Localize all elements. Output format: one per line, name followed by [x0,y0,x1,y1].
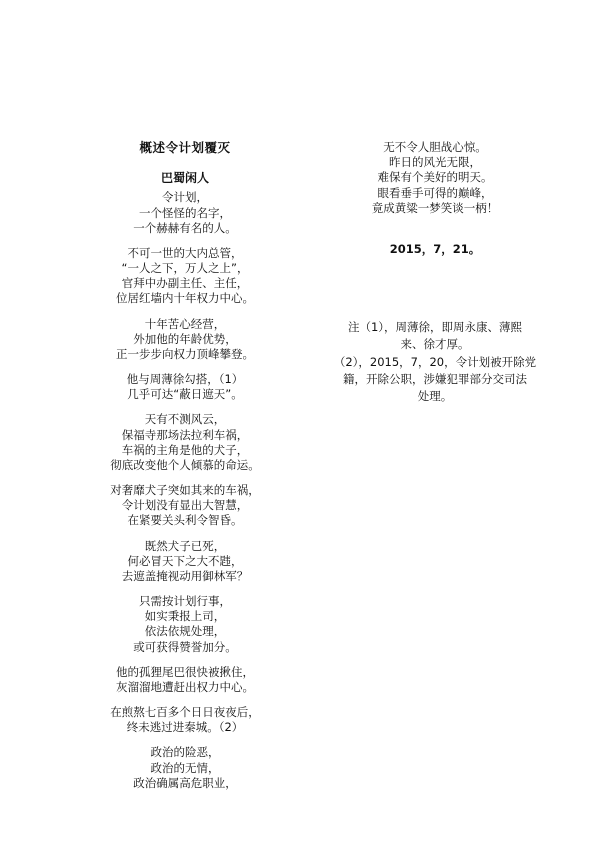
footnote-line: 处理。 [417,388,453,403]
poem-line: 政治的险恶， [150,745,220,760]
poem-line: 令计划， [162,190,208,205]
poem-line: 在煎熬七百多个日日夜夜后， [110,705,260,720]
poem-stanza [60,705,310,735]
poem-stanza [60,412,310,473]
footnote-line: 籍，开除公职，涉嫌犯罪部分交司法 [343,372,527,387]
poem-line: 彻底改变他个人倾慕的命运。 [110,457,260,472]
poem-stanza [60,745,310,791]
poem-line: 只需按计划行事， [139,594,231,609]
poem-line: 正一步步向权力顶峰攀登。 [116,346,254,361]
poem-date: 2015，7，21。 [389,241,481,256]
poem-line: 对奢靡犬子突如其来的车祸， [110,483,260,498]
poem-line: 外加他的年龄优势， [133,331,237,346]
poem-line: 眼看垂手可得的巅峰， [377,185,493,200]
right-poem-body [310,140,560,216]
poem-stanza [60,665,310,695]
poem-line: 政治的无情， [150,760,220,775]
footnotes [310,319,560,404]
poem-line: 十年苦心经营， [144,316,226,331]
poem-line: 他与周薄徐勾搭，（1） [126,372,244,387]
footnote-line: （2），2015，7，20，令计划被开除党 [333,355,537,370]
poem-line: 不可一世的大内总管， [127,245,243,260]
poem-line: 何必冒天下之大不韪， [127,553,243,568]
poem-stanza [60,317,310,363]
poem-line: 一个赫赫有名的人。 [133,220,237,235]
poem-line: 无不令人胆战心惊。 [383,140,487,154]
poem-line: 天有不测风云， [144,412,226,427]
author-name: 巴蜀闲人 [160,170,209,185]
footnote-line: 来、徐才厚。 [400,336,470,351]
poem-line: 昨日的风光无限， [389,155,481,170]
poem-stanza [60,483,310,529]
poem-line: 去遮盖掩视动用御林军？ [121,568,249,583]
poem-line: 一个怪怪的名字， [139,205,231,220]
poem-line: 或可获得赞誉加分。 [133,639,237,654]
poem-line: 难保有个美好的明天。 [377,170,493,185]
poem-line: 在紧要关头利令智昏。 [127,513,243,528]
poem-line: 终未逃过进秦城。（2） [126,720,244,735]
left-column [60,140,310,801]
poem-line: 政治确属高危职业， [133,775,237,790]
poem-line: 令计划没有显出大智慧， [121,498,249,513]
poem-stanza [60,539,310,585]
footnote-line: 注（1），周薄徐，即周永康、薄熙 [347,320,523,335]
poem-line: 官拜中办副主任、主任， [121,276,249,291]
poem-line: 位居红墙内十年权力中心。 [116,291,254,306]
poem-line: 几乎可达“蔽日遮天”。 [127,387,243,402]
page-title: 概述令计划覆灭 [139,140,231,155]
poem-line: 灰溜溜地遭赶出权力中心。 [116,679,254,694]
poem-stanza [60,190,310,236]
left-poem-body [60,190,310,791]
poem-line: “一人之下，万人之上”， [121,261,249,276]
poem-line: 依法依规处理， [144,624,226,639]
poem-line: 竟成黄粱一梦笑谈一柄！ [371,200,499,215]
poem-stanza [310,140,560,216]
poem-line: 车祸的主角是他的犬子， [121,442,249,457]
poem-line: 如实秉报上司， [144,609,226,624]
right-column [310,140,560,406]
footnote-item [310,319,560,352]
poem-stanza [60,372,310,402]
poem-stanza [60,594,310,655]
poem-line: 保福寺那场法拉利车祸， [121,427,249,442]
poem-line: 既然犬子已死， [144,538,226,553]
poem-line: 他的孤狸尾巴很快被揪住， [116,664,254,679]
footnote-item [310,354,560,404]
poem-stanza [60,246,310,307]
